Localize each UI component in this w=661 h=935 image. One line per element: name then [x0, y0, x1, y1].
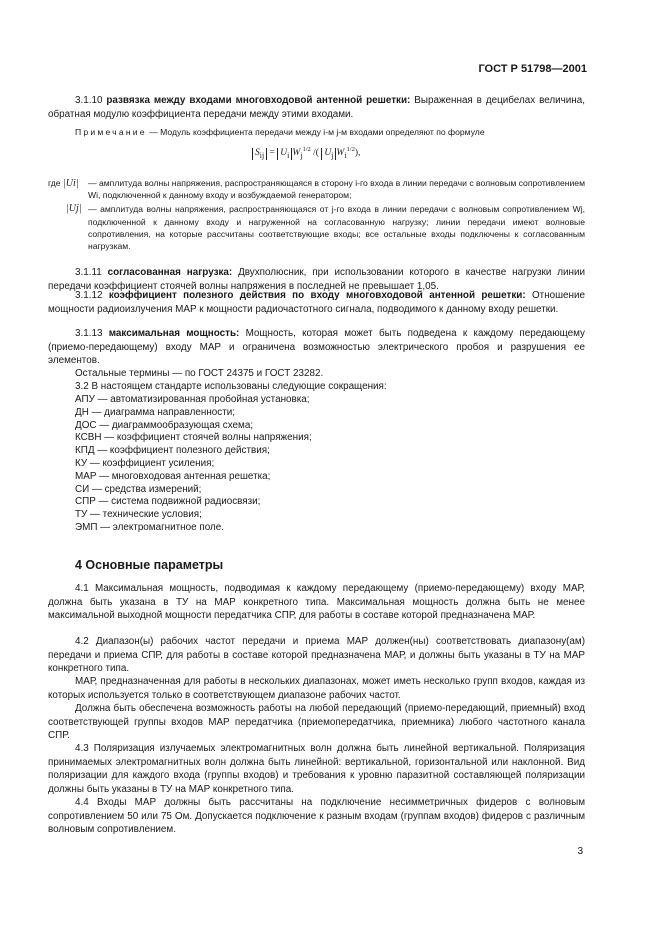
clause-4-3: 4.3 Поляризация излучаемых электромагнитных волн должна быть линейной вертикальной. Поляризация принимаемых электромагнитных волн должна быть линейной: вертикальной, горизонтальной или наклонной. Вид поляризации для каждого входа (группы входов) и требования к уровню паразитной составляющей поляризации должны быть указаны в ТУ на МАР конкретного типа.: [48, 743, 585, 795]
list-item: СИ — средства измерений;: [75, 483, 202, 495]
list-item: КУ — коэффициент усиления;: [75, 457, 215, 469]
list-item: ДОС — диаграммообразующая схема;: [75, 419, 254, 431]
list-item: МАР — многовходовая антенная решетка;: [75, 470, 271, 482]
clause-3-1-11: 3.1.11 согласованная нагрузка: Двухполюсник, при использовании которого в качестве нагрузки линии передачи коэффициент стоячей волны напряжения в последней не превышает 1,05.: [48, 267, 585, 292]
clause-3-1-13: 3.1.13 максимальная мощность: Мощность, которая может быть подведена к каждому передающему (приемо-передающему) входу МАР и ограничена возможностью электрического пробоя и разрушения ее элементов.: [48, 328, 585, 367]
list-item: ЭМП — электромагнитное поле.: [75, 521, 224, 533]
list-item: ДН — диаграмма направленности;: [75, 406, 236, 418]
list-item: АПУ — автоматизированная пробойная установка;: [75, 394, 310, 405]
paragraph: Должна быть обеспечена возможность работы на любой передающий (приемо-передающий, приемный) вход соответствующей группы входов МАР передатчика (приемопередатчика, приемника) любого частотного канала СПР.: [48, 703, 585, 742]
list-item: КПД — коэффициент полезного действия;: [75, 445, 270, 457]
note: Примечание — Модуль коэффициента передачи между i-м j-м входами определяют по формуле: [75, 127, 485, 137]
clause-4-2: 4.2 Диапазон(ы) рабочих частот передачи и приема МАР должен(ны) соответствовать диапазону(ам) передачи и приема СПР, для работы в составе которой предназначена МАР, и должны быть указаны в ТУ на МАР конкретного типа.: [48, 636, 585, 675]
clause-3-2: 3.2 В настоящем стандарте использованы следующие сокращения:: [75, 381, 387, 392]
clause-3-1-10: 3.1.10 развязка между входами многовходовой антенной решетки: Выраженная в децибелах величина, обратная модулю коэффициента передачи между этими входами.: [48, 95, 585, 120]
abbreviation-list: [75, 394, 312, 535]
clause-4-4: 4.4 Входы МАР должны быть рассчитаны на подключение несимметричных фидеров с волновым сопротивлением 50 или 75 Ом. Допускается подключение к разным входам (группам входов) фидеров с различным волновым сопротивлением.: [48, 797, 585, 836]
list-item: КСВН — коэффициент стоячей волны напряжения;: [75, 432, 312, 444]
section-heading: 4 Основные параметры: [75, 558, 224, 572]
clause-3-1-12: 3.1.12 коэффициент полезного действия по входу многовходовой антенной решетки: Отношение мощности радиоизлучения МАР к мощности радиочастотного сигнала, подводимого к данному входу решетки.: [48, 290, 586, 315]
term: развязка между входами многовходовой антенной решетки:: [106, 95, 411, 106]
transfer-formula: $S_{ij} = U_i$ $W_j^{1/2}$ /( $U_j$ $W_i^{1/2}$),: [252, 146, 360, 160]
other-terms: Остальные термины — по ГОСТ 24375 и ГОСТ 23282.: [75, 368, 324, 379]
list-item: ТУ — технические условия;: [75, 509, 202, 521]
formula-definitions: где |Ui| — амплитуда волны напряжения, распространяющаяся в сторону i-го входа в линии передачи с волновым сопротивлением Wi, подключенной к данному входу и возбуждаемой генератором; |Uj| — амплитуда волны напряжения, распространяющаяся от j-го входа в линии передачи с волновым сопротивлением Wj, подключенной к данному входу и нагруженной на согласованную нагрузку; линии передачи имеют волновые сопротивления, на которые рассчитаны соответствующие входы; все остальные входы подключены к согласованным нагрузкам.: [48, 178, 585, 252]
list-item: СПР — система подвижной радиосвязи;: [75, 496, 261, 508]
document-header: ГОСТ Р 51798—2001: [478, 63, 587, 75]
clause-4-1: 4.1 Максимальная мощность, подводимая к каждому передающему (приемо-передающему) входу МАР, должна быть указана в ТУ на МАР конкретного типа. Максимальная мощность должна быть не менее максимальной выходной мощности передатчика СПР, для работы в составе которой предназначена МАР.: [48, 583, 585, 622]
paragraph: МАР, предназначенная для работы в нескольких диапазонах, может иметь несколько групп входов, каждая из которых используется только в соответствующем диапазоне рабочих частот.: [48, 676, 585, 701]
page-number: 3: [577, 846, 583, 857]
